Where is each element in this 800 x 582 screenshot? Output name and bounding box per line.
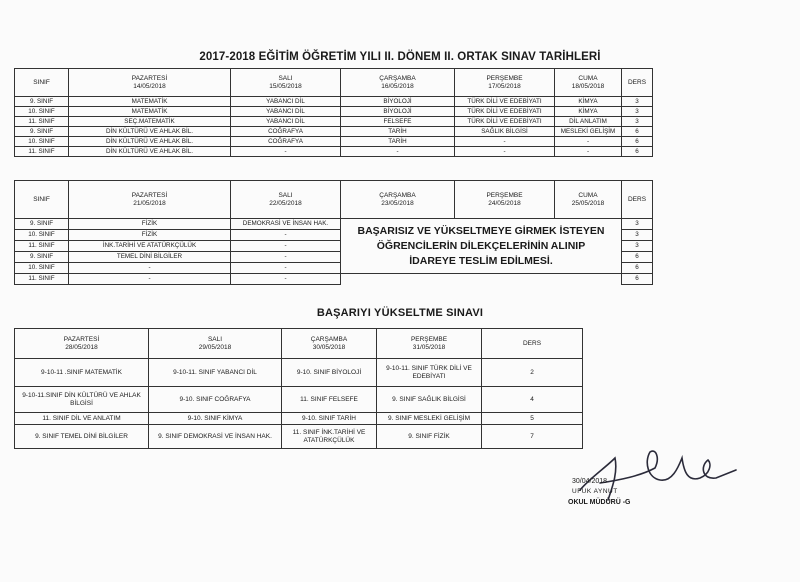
ders-cell: 6 [622,147,653,157]
exam-cell: - [341,147,455,157]
exam-cell: FELSEFE [341,117,455,127]
exam-schedule-table-week2 [14,180,653,285]
ders-cell: 6 [622,274,653,285]
exam-cell: COĞRAFYA [231,127,341,137]
exam-cell: 11. SINIF İNK.TARİHİ VE ATATÜRKÇÜLÜK [282,425,377,449]
class-cell: 9. SINIF [15,252,69,263]
class-cell: 11. SINIF [15,274,69,285]
exam-cell: 11. SINIF FELSEFE [282,387,377,413]
table-row [15,359,583,387]
ders-cell: 3 [622,107,653,117]
exam-cell: - [555,147,622,157]
table-row [15,107,653,117]
exam-cell: TEMEL DİNİ BİLGİLER [69,252,231,263]
exam-cell: 9-10-11. SINIF YABANCI DİL [149,359,282,387]
ders-column-header: DERS [622,181,653,219]
exam-cell: - [455,147,555,157]
ders-column-header: DERS [482,329,583,359]
ders-cell: 3 [622,219,653,230]
exam-cell: DEMOKRASİ VE İNSAN HAK. [231,219,341,230]
notice-text: BAŞARISIZ VE YÜKSELTMEYE GİRMEK İSTEYEN ÖĞRENCİLERİN DİLEKÇELERİNİN ALINIP İDAREYE TESLİM EDİLMESİ. [341,219,622,274]
class-cell: 11. SINIF [15,147,69,157]
table-row [15,137,653,147]
exam-cell: FİZİK [69,219,231,230]
exam-cell: YABANCI DİL [231,107,341,117]
exam-cell: SAĞLIK BİLGİSİ [455,127,555,137]
table-row [15,97,653,107]
exam-cell: FİZİK [69,230,231,241]
exam-schedule-table-week1 [14,68,653,157]
ders-column-header: DERS [622,69,653,97]
table-header-row [15,329,583,359]
ders-cell: 3 [622,241,653,252]
class-cell: 10. SINIF [15,107,69,117]
exam-cell: MATEMATİK [69,97,231,107]
ders-cell: 6 [622,252,653,263]
exam-cell: 9. SINIF FİZİK [377,425,482,449]
exam-cell: MESLEKİ GELİŞİM [555,127,622,137]
empty-cell [341,274,622,285]
exam-cell: - [231,274,341,285]
class-column-header: SINIF [15,181,69,219]
day-header: CUMA 18/05/2018 [555,69,622,97]
ders-cell: 3 [622,230,653,241]
table-header-row [15,69,653,97]
exam-cell: 11. SINIF DİL VE ANLATIM [15,413,149,425]
exam-cell: TÜRK DİLİ VE EDEBİYATI [455,117,555,127]
exam-cell: KİMYA [555,107,622,117]
exam-cell: BİYOLOJİ [341,97,455,107]
exam-cell: TARİH [341,127,455,137]
ders-cell: 6 [622,137,653,147]
day-header: CUMA 25/05/2018 [555,181,622,219]
exam-cell: 9-10-11 .SINIF MATEMATİK [15,359,149,387]
class-cell: 10. SINIF [15,263,69,274]
ders-cell: 6 [622,263,653,274]
ders-cell: 3 [622,117,653,127]
exam-cell: - [455,137,555,147]
exam-cell: BİYOLOJİ [341,107,455,117]
exam-cell: 9. SINIF SAĞLIK BİLGİSİ [377,387,482,413]
class-cell: 10. SINIF [15,137,69,147]
class-cell: 10. SINIF [15,230,69,241]
day-header: PERŞEMBE 24/05/2018 [455,181,555,219]
day-header: SALI 22/05/2018 [231,181,341,219]
exam-cell: SEÇ.MATEMATİK [69,117,231,127]
section-title: BAŞARIYI YÜKSELTME SINAVI [316,307,484,319]
exam-cell: DİN KÜLTÜRÜ VE AHLAK BİL. [69,137,231,147]
ders-cell: 2 [482,359,583,387]
day-header: PAZARTESİ 28/05/2018 [15,329,149,359]
exam-cell: 9-10. SINIF KİMYA [149,413,282,425]
exam-cell: YABANCI DİL [231,117,341,127]
table-row [15,274,653,285]
table-row [15,413,583,425]
exam-cell: - [231,252,341,263]
ders-cell: 6 [622,127,653,137]
exam-cell: 9. SINIF MESLEKİ GELİŞİM [377,413,482,425]
class-column-header: SINIF [15,69,69,97]
day-header: PERŞEMBE 17/05/2018 [455,69,555,97]
exam-cell: 9-10. SINIF COĞRAFYA [149,387,282,413]
exam-cell: 9. SINIF TEMEL DİNİ BİLGİLER [15,425,149,449]
exam-cell: - [231,263,341,274]
table-row [15,387,583,413]
class-cell: 9. SINIF [15,127,69,137]
day-header: SALI 15/05/2018 [231,69,341,97]
exam-cell: TÜRK DİLİ VE EDEBİYATI [455,97,555,107]
exam-cell: COĞRAFYA [231,137,341,147]
class-cell: 11. SINIF [15,241,69,252]
day-header: ÇARŞAMBA 30/05/2018 [282,329,377,359]
table-row [15,147,653,157]
exam-cell: - [231,241,341,252]
exam-cell: 9-10-11. SINIF TÜRK DİLİ VE EDEBİYATI [377,359,482,387]
ders-cell: 5 [482,413,583,425]
signature-date: 30/04/2018 [572,478,608,485]
exam-cell: KİMYA [555,97,622,107]
ders-cell: 7 [482,425,583,449]
exam-cell: MATEMATİK [69,107,231,117]
exam-cell: 9-10-11.SINIF DİN KÜLTÜRÜ VE AHLAK BİLGİSİ [15,387,149,413]
ders-cell: 4 [482,387,583,413]
exam-cell: DİL ANLATIM [555,117,622,127]
exam-cell: - [231,230,341,241]
signatory-role: OKUL MÜDÜRÜ -G [568,499,631,506]
table-row [15,127,653,137]
day-header: PERŞEMBE 31/05/2018 [377,329,482,359]
improvement-exam-table [14,328,583,449]
exam-cell: - [69,274,231,285]
exam-cell: - [231,147,341,157]
exam-cell: TÜRK DİLİ VE EDEBİYATI [455,107,555,117]
exam-cell: TARİH [341,137,455,147]
day-header: ÇARŞAMBA 23/05/2018 [341,181,455,219]
signatory-name: UFUK AYNUT [572,488,618,495]
ders-cell: 3 [622,97,653,107]
exam-cell: - [69,263,231,274]
exam-cell: DİN KÜLTÜRÜ VE AHLAK BİL. [69,147,231,157]
day-header: PAZARTESİ 21/05/2018 [69,181,231,219]
table-header-row [15,181,653,219]
exam-cell: YABANCI DİL [231,97,341,107]
class-cell: 9. SINIF [15,97,69,107]
exam-cell: 9. SINIF DEMOKRASİ VE İNSAN HAK. [149,425,282,449]
table-row [15,425,583,449]
day-header: ÇARŞAMBA 16/05/2018 [341,69,455,97]
exam-cell: İNK.TARİHİ VE ATATÜRKÇÜLÜK [69,241,231,252]
page-title: 2017-2018 EĞİTİM ÖĞRETİM YILI II. DÖNEM II. ORTAK SINAV TARİHLERİ [199,51,601,63]
table-row [15,219,653,230]
exam-cell: 9-10. SINIF BİYOLOJİ [282,359,377,387]
exam-cell: 9-10. SINIF TARİH [282,413,377,425]
exam-cell: - [555,137,622,147]
day-header: SALI 29/05/2018 [149,329,282,359]
table-row [15,117,653,127]
day-header: PAZARTESİ 14/05/2018 [69,69,231,97]
class-cell: 9. SINIF [15,219,69,230]
class-cell: 11. SINIF [15,117,69,127]
exam-cell: DİN KÜLTÜRÜ VE AHLAK BİL. [69,127,231,137]
